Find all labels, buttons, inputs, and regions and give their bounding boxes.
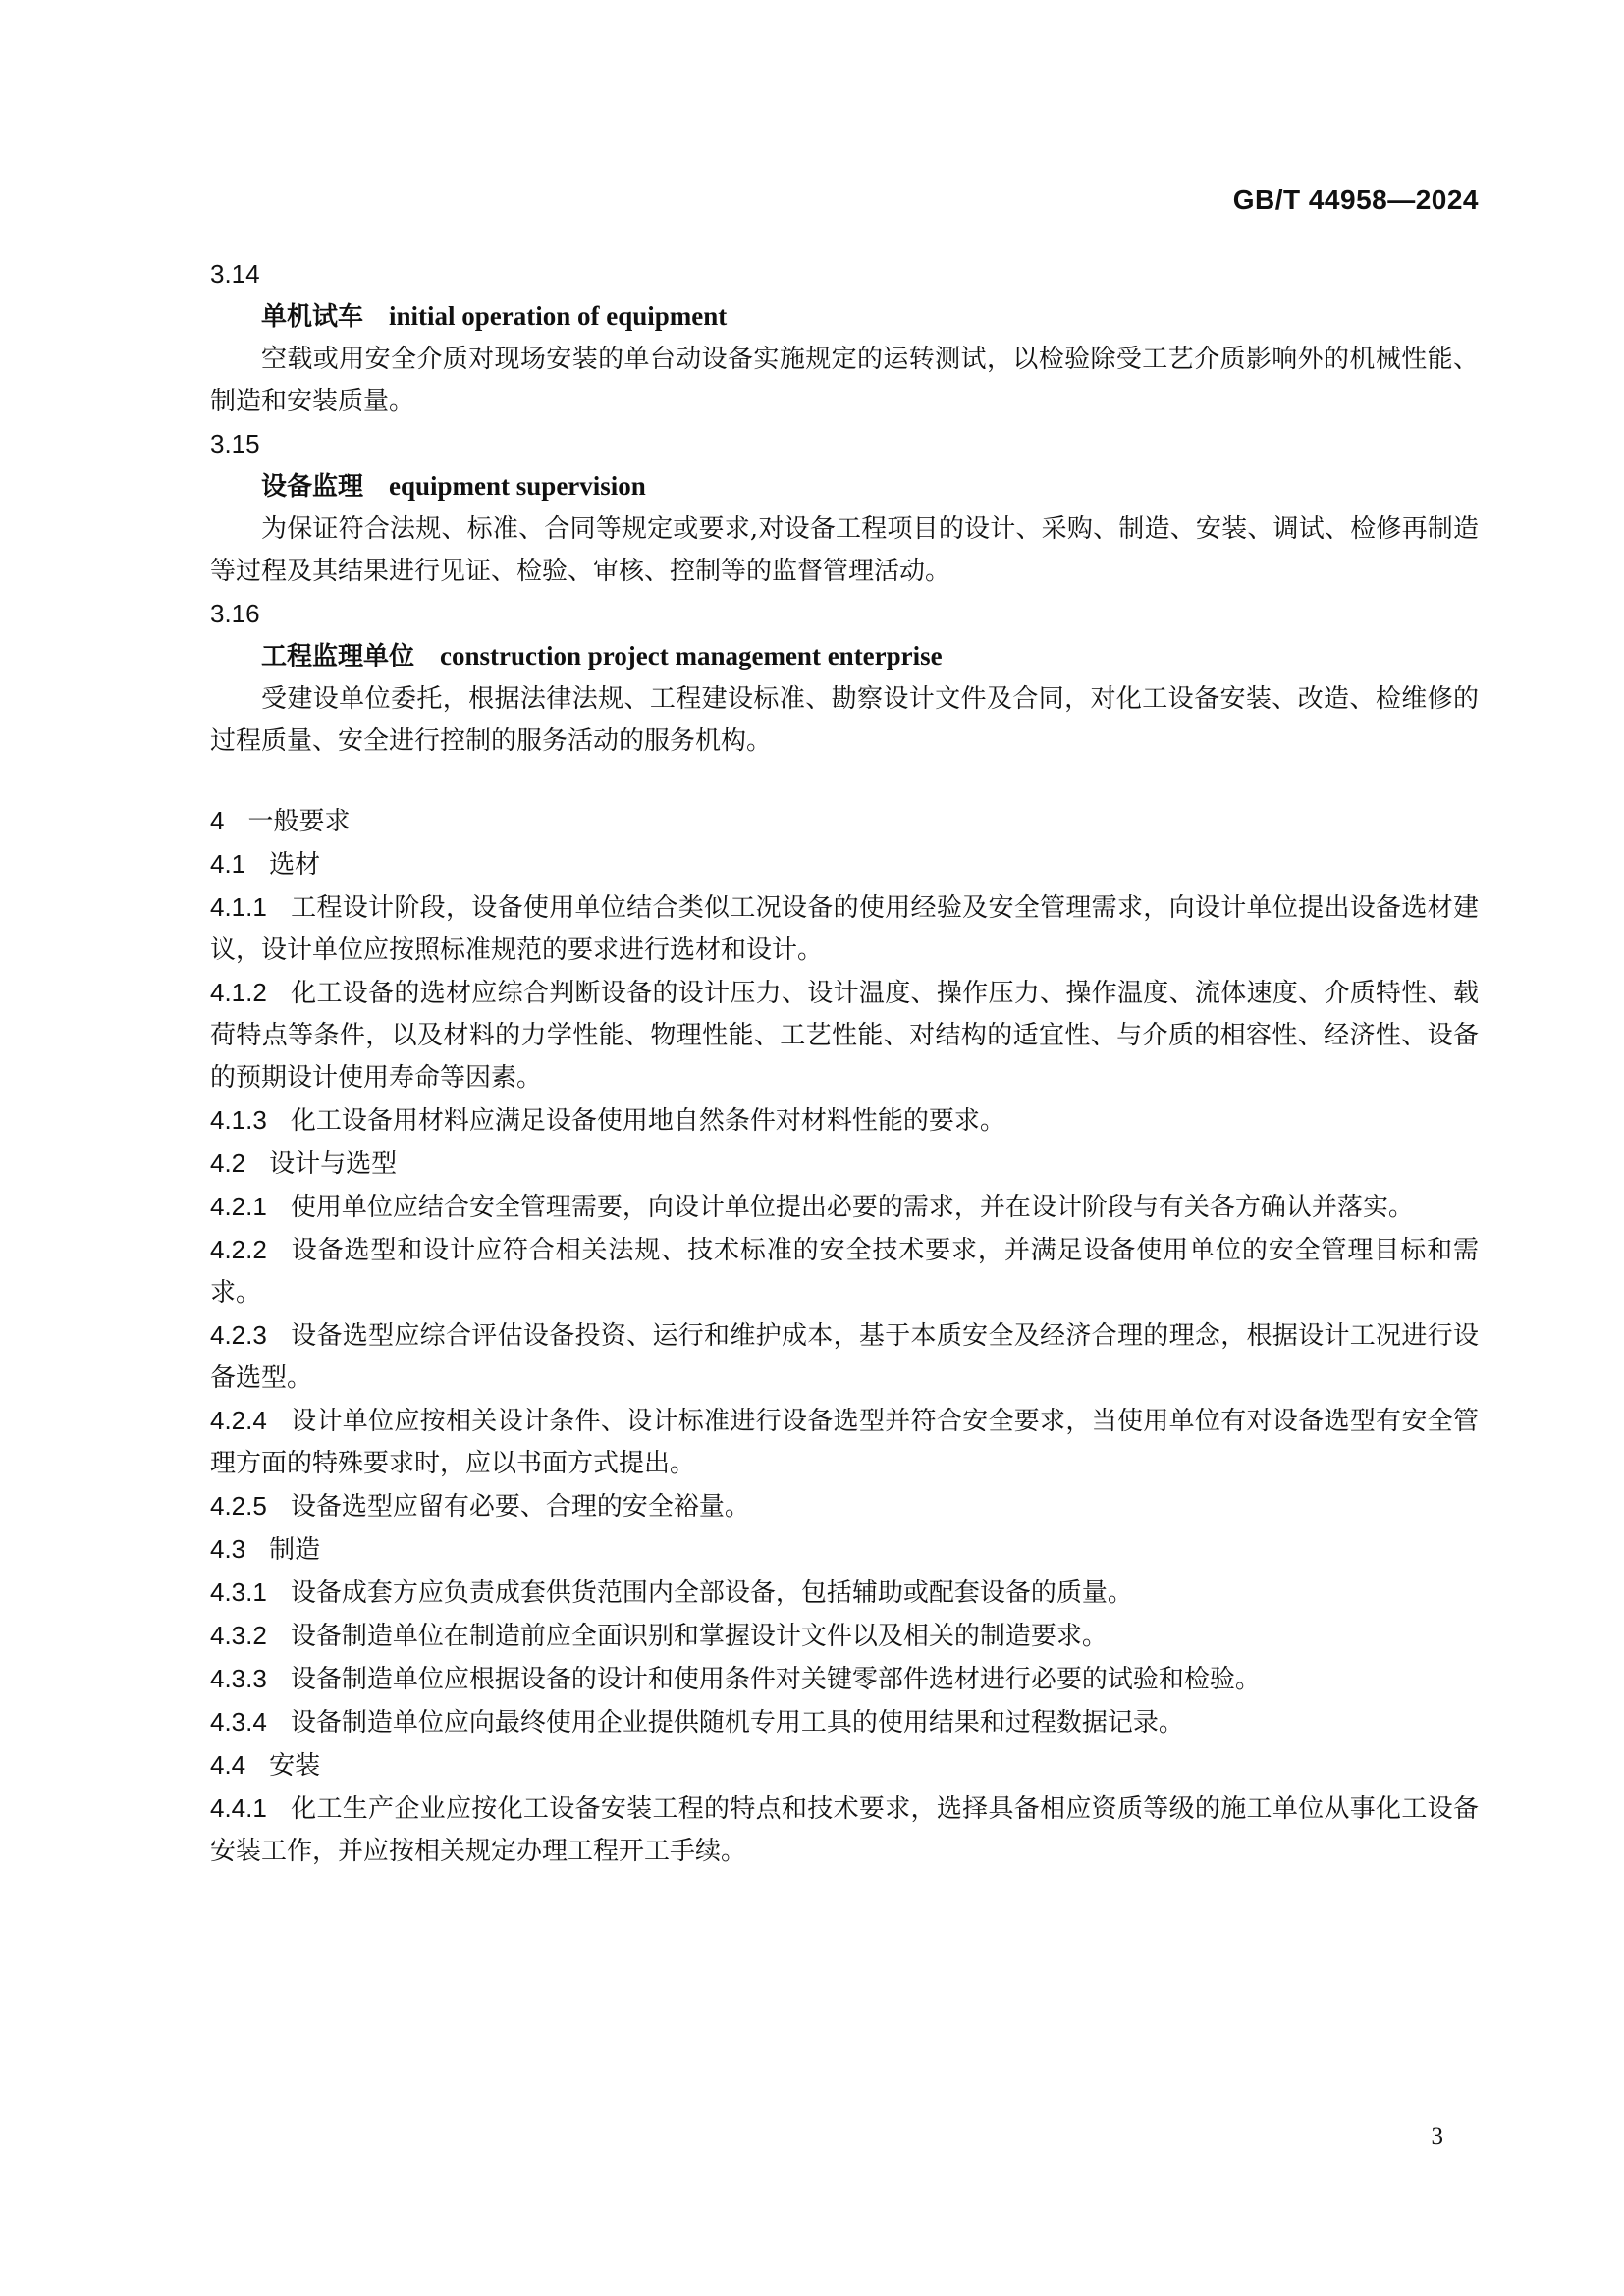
term-name-en: construction project management enterprise [440,641,943,670]
section-title: 设计与选型 [269,1149,398,1179]
clause-number: 4.2.4 [210,1406,267,1435]
clause [210,1615,1479,1658]
clause [210,1314,1479,1400]
term-heading [210,635,1479,678]
clause-text: 设备成套方应负责成套供货范围内全部设备，包括辅助或配套设备的质量。 [290,1578,1133,1608]
clause-text: 设备制造单位在制造前应全面识别和掌握设计文件以及相关的制造要求。 [290,1622,1108,1651]
clause-number: 4.3.2 [210,1621,267,1650]
term-number: 3.14 [210,259,260,289]
term-name-en: initial operation of equipment [389,301,728,331]
clause [210,1788,1479,1873]
clause-text: 化工设备的选材应综合判断设备的设计压力、设计温度、操作压力、操作温度、流体速度、介质特性、载荷特点等条件，以及材料的力学性能、物理性能、工艺性能、对结构的适宜性、与介质的相容性、经济性、设备的预期设计使用寿命等因素。 [210,979,1479,1093]
clause-text: 设备选型和设计应符合相关法规、技术标准的安全技术要求，并满足设备使用单位的安全管理目标和需求。 [210,1236,1479,1308]
clause-number: 4.2.5 [210,1491,267,1521]
term-definition: 受建设单位委托，根据法律法规、工程建设标准、勘察设计文件及合同，对化工设备安装、改造、检维修的过程质量、安全进行控制的服务活动的服务机构。 [210,684,1479,756]
clause-text: 设计单位应按相关设计条件、设计标准进行设备选型并符合安全要求，当使用单位有对设备选型有安全管理方面的特殊要求时，应以书面方式提出。 [210,1407,1479,1478]
clause-number: 4.3.3 [210,1664,267,1693]
clause-text: 化工生产企业应按化工设备安装工程的特点和技术要求，选择具备相应资质等级的施工单位从事化工设备安装工作，并应按相关规定办理工程开工手续。 [210,1794,1479,1866]
section-heading [210,1528,1479,1572]
clause-text: 工程设计阶段，设备使用单位结合类似工况设备的使用经验及安全管理需求，向设计单位提出设备选材建议，设计单位应按照标准规范的要求进行选材和设计。 [210,893,1479,965]
page-number: 3 [1431,2123,1443,2150]
clause [210,1658,1479,1701]
clause [210,1485,1479,1528]
clause-text: 设备制造单位应根据设备的设计和使用条件对关键零部件选材进行必要的试验和检验。 [290,1665,1261,1694]
section-heading [210,1143,1479,1186]
clause [210,1229,1479,1314]
clause-text: 化工设备用材料应满足设备使用地自然条件对材料性能的要求。 [290,1106,1005,1136]
clause-text: 设备选型应留有必要、合理的安全裕量。 [290,1492,750,1522]
clause [210,1400,1479,1485]
section-title: 选材 [269,850,321,880]
section-number: 4.4 [210,1750,246,1780]
term-name-zh: 设备监理 [261,472,364,502]
clause-number: 4.1.3 [210,1105,267,1135]
chapter-number: 4 [210,806,225,835]
term-name-en: equipment supervision [389,471,646,501]
clause-text: 设备选型应综合评估设备投资、运行和维护成本，基于本质安全及经济合理的理念，根据设计工况进行设备选型。 [210,1321,1479,1393]
clause-number: 4.4.1 [210,1793,267,1823]
section-number: 4.3 [210,1534,246,1564]
clause-text: 设备制造单位应向最终使用企业提供随机专用工具的使用结果和过程数据记录。 [290,1708,1184,1737]
term-name-zh: 单机试车 [261,302,364,332]
term-number: 3.15 [210,429,260,458]
chapter-heading [210,800,1479,843]
chapter-title: 一般要求 [247,807,351,836]
page-content [210,253,1479,1873]
clause [210,1572,1479,1615]
section-heading [210,1744,1479,1788]
standard-number: GB/T 44958—2024 [1232,185,1479,215]
section-number: 4.2 [210,1148,246,1178]
clause-number: 4.2.3 [210,1320,267,1350]
clause [210,972,1479,1099]
term-heading [210,465,1479,508]
clause-number: 4.3.1 [210,1577,267,1607]
clause-number: 4.2.1 [210,1192,267,1221]
clause-number: 4.2.2 [210,1235,267,1264]
term-definition: 空载或用安全介质对现场安装的单台动设备实施规定的运转测试，以检验除受工艺介质影响外的机械性能、制造和安装质量。 [210,345,1479,416]
clause-text: 使用单位应结合安全管理需要，向设计单位提出必要的需求，并在设计阶段与有关各方确认并落实。 [290,1193,1414,1222]
clause [210,1701,1479,1744]
term-definition: 为保证符合法规、标准、合同等规定或要求,对设备工程项目的设计、采购、制造、安装、调试、检修再制造等过程及其结果进行见证、检验、审核、控制等的监督管理活动。 [210,514,1479,586]
term-number: 3.16 [210,599,260,628]
term-name-zh: 工程监理单位 [261,642,415,671]
clause [210,1099,1479,1143]
section-title: 安装 [269,1751,321,1781]
clause-number: 4.1.1 [210,892,267,922]
clause-number: 4.1.2 [210,978,267,1007]
section-title: 制造 [269,1535,321,1565]
section-heading [210,843,1479,886]
term-heading [210,295,1479,339]
clause-number: 4.3.4 [210,1707,267,1736]
clause [210,886,1479,972]
clause [210,1186,1479,1229]
section-number: 4.1 [210,849,246,879]
